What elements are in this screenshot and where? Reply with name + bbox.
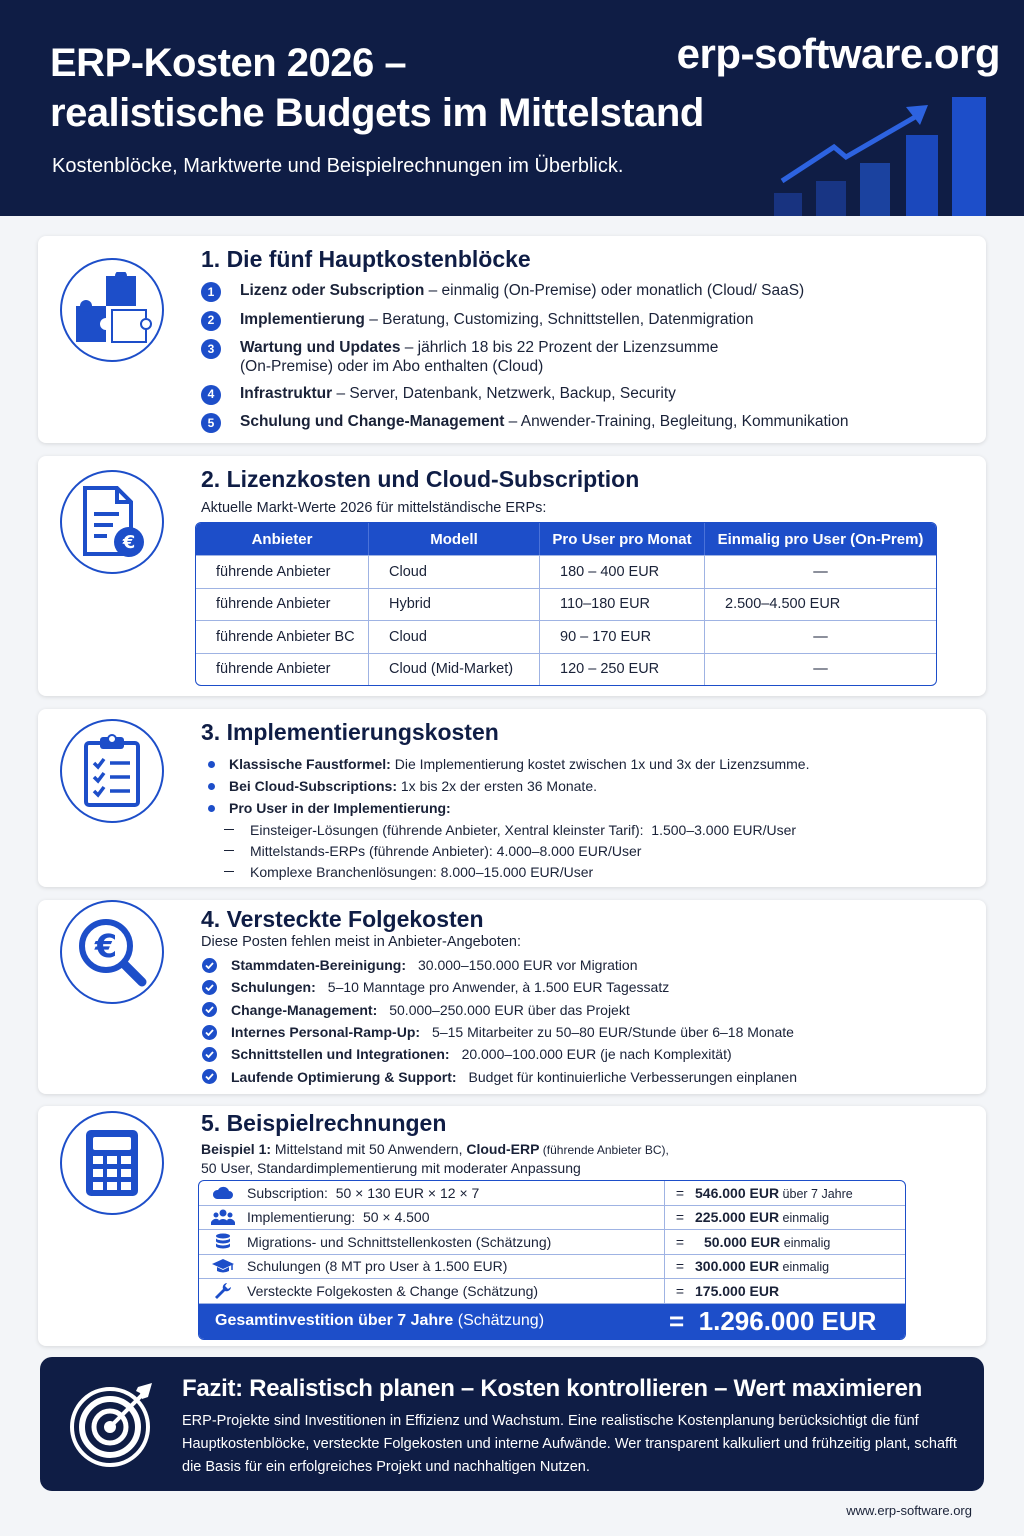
number-badge: 1 [201,282,221,302]
table-cell: — [705,620,936,653]
database-icon [199,1233,247,1251]
item-text: 5–10 Manntage pro Anwender, à 1.500 EUR Tagessatz [327,979,670,996]
value-suffix: über 7 Jahre [779,1186,853,1201]
section-hidden-costs [38,900,986,1094]
item-label: Schulung und Change-Management [240,413,505,430]
example-line-2: 50 User, Standardimplementierung mit moderater Anpassung [201,1160,581,1176]
item-label: Schulungen: [231,979,316,996]
item-text: – Server, Datenbank, Netzwerk, Backup, Security [332,384,676,402]
number-badge: 4 [201,385,221,405]
check-icon [202,1002,217,1017]
bullet-icon [208,783,215,790]
item-text: – jährlich 18 bis 22 Prozent der Lizenzsumme (On-Premise) oder im Abo enthalten (Cloud) [240,339,719,375]
list-item [201,339,961,376]
list-item [208,753,968,775]
table-cell: 120 – 250 EUR [540,653,705,686]
value-amount: 300.000 EUR [695,1258,780,1275]
dash-icon [224,829,234,830]
table-row [196,620,936,653]
item-label: Schnittstellen und Integrationen: [231,1046,450,1063]
table-row [199,1279,905,1304]
section-2-title: 2. Lizenzkosten und Cloud-Subscription [201,466,640,492]
brand-name: erp-software.org [676,30,1000,77]
svg-text:€: € [94,927,118,965]
equals-sign: = [675,1233,685,1250]
row-value [695,1283,779,1299]
list-item [208,797,968,819]
list-item [208,775,968,797]
table-cell: 90 – 170 EUR [540,620,705,653]
row-value [695,1209,829,1225]
euro-magnifier-icon [60,900,164,1004]
sub-list-item [208,840,968,861]
example-text: Mittelstand mit 50 Anwendern, [271,1141,467,1157]
example-intro [201,1140,669,1177]
item-text: 20.000–100.000 EUR (je nach Komplexität) [461,1046,732,1063]
list-item [201,385,961,405]
item-label: Pro User in der Implementierung: [229,800,451,816]
item-text: 5–15 Mitarbeiter zu 50–80 EUR/Stunde über 6–18 Monate [432,1024,794,1041]
row-label: Versteckte Folgekosten & Change (Schätzung) [247,1279,665,1303]
table-row [196,555,936,588]
sub-list-item [208,819,968,840]
bullet-icon [208,761,215,768]
item-label: Stammdaten-Bereinigung: [231,957,407,974]
target-arrow-icon [68,1379,158,1474]
item-text: 50.000–250.000 EUR über das Projekt [389,1001,630,1018]
calculator-icon [60,1111,164,1215]
title-line-2: realistische Budgets im Mittelstand [50,91,704,135]
section-license-costs [38,456,986,696]
dash-icon [224,871,234,872]
check-icon [202,1047,217,1062]
table-cell: — [705,653,936,686]
example-note: (führende Anbieter BC), [539,1143,669,1157]
check-icon [202,1025,217,1040]
table-cell: Cloud [369,555,540,588]
equals-sign: = [675,1184,685,1201]
item-text: – Anwender-Training, Begleitung, Kommunikation [504,413,849,430]
item-text: 1x bis 2x der ersten 36 Monate. [397,778,597,794]
row-label: Implementierung: 50 × 4.500 [247,1206,665,1230]
list-item [201,413,961,433]
conclusion-title: Fazit: Realistisch planen – Kosten kontrollieren – Wert maximieren [182,1375,922,1402]
number-badge: 2 [201,311,221,331]
value-amount: 175.000 EUR [695,1282,780,1299]
equals-sign: = [669,1305,685,1336]
table-cell: 2.500–4.500 EUR [705,588,936,621]
bullet-icon [208,805,215,812]
table-cell: führende Anbieter BC [196,620,369,653]
check-icon [202,958,217,973]
check-icon [202,980,217,995]
section-example-calculation [38,1106,986,1346]
column-header: Einmalig pro User (On-Prem) [705,523,936,555]
row-label: Migrations- und Schnittstellenkosten (Schätzung) [247,1230,665,1254]
value-suffix: einmalig [780,1235,831,1250]
table-cell: führende Anbieter [196,588,369,621]
table-cell: — [705,555,936,588]
number-badge: 3 [201,339,221,359]
section-implementation-costs [38,709,986,887]
item-text: 30.000–150.000 EUR vor Migration [418,957,638,974]
table-row [199,1230,905,1255]
item-text: Einsteiger-Lösungen (führende Anbieter, Xentral kleinster Tarif): 1.500–3.000 EUR/User [250,821,797,838]
total-label-text: Gesamtinvestition über 7 Jahre [215,1312,454,1329]
row-value [695,1258,829,1274]
dash-icon [224,850,234,851]
graduation-cap-icon [199,1258,247,1274]
clipboard-checklist-icon [60,719,164,823]
table-row [196,588,936,621]
example-highlight: Cloud-ERP [466,1141,540,1157]
row-value [695,1234,830,1250]
item-label: Bei Cloud-Subscriptions: [229,778,397,794]
hidden-cost-list [202,954,962,1088]
total-label [199,1312,665,1330]
equals-sign: = [675,1282,685,1299]
table-cell: Cloud [369,620,540,653]
column-header: Anbieter [196,523,369,555]
equals-sign: = [675,1258,685,1275]
table-cell: 110–180 EUR [540,588,705,621]
title-line-1: ERP-Kosten 2026 – [50,41,407,85]
footer-url: www.erp-software.org [846,1503,972,1518]
section-4-intro: Diese Posten fehlen meist in Anbieter-Angeboten: [201,934,522,950]
table-row [196,653,936,686]
total-note: (Schätzung) [453,1312,545,1329]
list-item [202,954,962,976]
row-value [695,1185,853,1201]
item-label: Infrastruktur [240,384,333,402]
table-cell: 180 – 400 EUR [540,555,705,588]
cost-block-list [201,282,961,442]
number-badge: 5 [201,413,221,433]
table-row [199,1206,905,1231]
list-item [201,282,961,302]
table-cell: führende Anbieter [196,555,369,588]
list-item [202,1043,962,1065]
item-label: Klassische Faustformel: [229,756,391,772]
section-3-title: 3. Implementierungskosten [201,719,499,745]
example-label: Beispiel 1: [201,1141,272,1157]
item-text: – einmalig (On-Premise) oder monatlich (Cloud/ SaaS) [424,282,805,299]
cloud-icon [199,1186,247,1200]
value-suffix: einmalig [779,1260,830,1275]
item-text: Komplexe Branchenlösungen: 8.000–15.000 EUR/User [250,863,594,880]
list-item [202,976,962,998]
page-subtitle: Kostenblöcke, Marktwerte und Beispielrechnungen im Überblick. [52,155,624,177]
table-cell: Hybrid [369,588,540,621]
column-header: Modell [369,523,540,555]
value-amount: 50.000 EUR [704,1233,781,1250]
item-label: Laufende Optimierung & Support: [231,1068,457,1085]
list-item [202,999,962,1021]
item-label: Wartung und Updates [240,339,401,356]
item-label: Internes Personal-Ramp-Up: [231,1024,421,1041]
list-item [202,1021,962,1043]
header [0,0,1024,216]
license-table [195,522,937,686]
item-text: Die Implementierung kostet zwischen 1x und 3x der Lizenzsumme. [390,756,810,772]
page-title [50,38,704,138]
calculation-table [198,1180,906,1340]
check-icon [202,1069,217,1084]
table-cell: führende Anbieter [196,653,369,686]
section-cost-blocks [38,236,986,443]
section-1-title: 1. Die fünf Hauptkostenblöcke [201,246,531,272]
implementation-list [208,753,968,882]
section-5-title: 5. Beispielrechnungen [201,1110,447,1136]
value-amount: 546.000 EUR [695,1184,780,1201]
table-header-row [196,523,936,555]
total-value [665,1306,876,1337]
value-suffix: einmalig [779,1211,830,1226]
value-amount: 225.000 EUR [695,1209,780,1226]
growth-chart-icon [774,95,1004,216]
item-text: Mittelstands-ERPs (führende Anbieter): 4.000–8.000 EUR/User [250,842,642,859]
conclusion-box [40,1357,984,1491]
section-4-title: 4. Versteckte Folgekosten [201,906,484,932]
invoice-euro-icon [60,470,164,574]
column-header: Pro User pro Monat [540,523,705,555]
row-label: Subscription: 50 × 130 EUR × 12 × 7 [247,1181,665,1205]
table-row [199,1255,905,1280]
table-cell: Cloud (Mid-Market) [369,653,540,686]
conclusion-text: ERP-Projekte sind Investitionen in Effizienz und Wachstum. Eine realistische Kostenplanung berücksichtigt die fünf Hauptkostenblöcke, versteckte Folgekosten und interne Aufwände. Wer transparent kalkuliert und frühzeitig plant, schafft die Basis für ein erfolgreiches Projekt und nachhaltigen Nutzen. [182,1413,957,1475]
list-item [202,1065,962,1087]
table-row [199,1181,905,1206]
item-text: Budget für kontinuierliche Verbesserungen einplanen [468,1068,797,1085]
equals-sign: = [675,1209,685,1226]
section-2-intro: Aktuelle Markt-Werte 2026 für mittelständische ERPs: [201,500,547,516]
list-item [201,311,961,331]
wrench-icon [199,1282,247,1300]
item-text: – Beratung, Customizing, Schnittstellen, Datenmigration [364,310,754,328]
row-label: Schulungen (8 MT pro User à 1.500 EUR) [247,1255,665,1279]
svg-text:€: € [122,532,136,553]
item-label: Lizenz oder Subscription [240,282,425,299]
users-icon [199,1209,247,1225]
total-amount: 1.296.000 EUR [698,1305,877,1336]
sub-list-item [208,861,968,882]
item-label: Implementierung [240,310,365,328]
item-label: Change-Management: [231,1001,378,1018]
puzzle-icon [60,258,164,362]
total-row [199,1304,905,1339]
